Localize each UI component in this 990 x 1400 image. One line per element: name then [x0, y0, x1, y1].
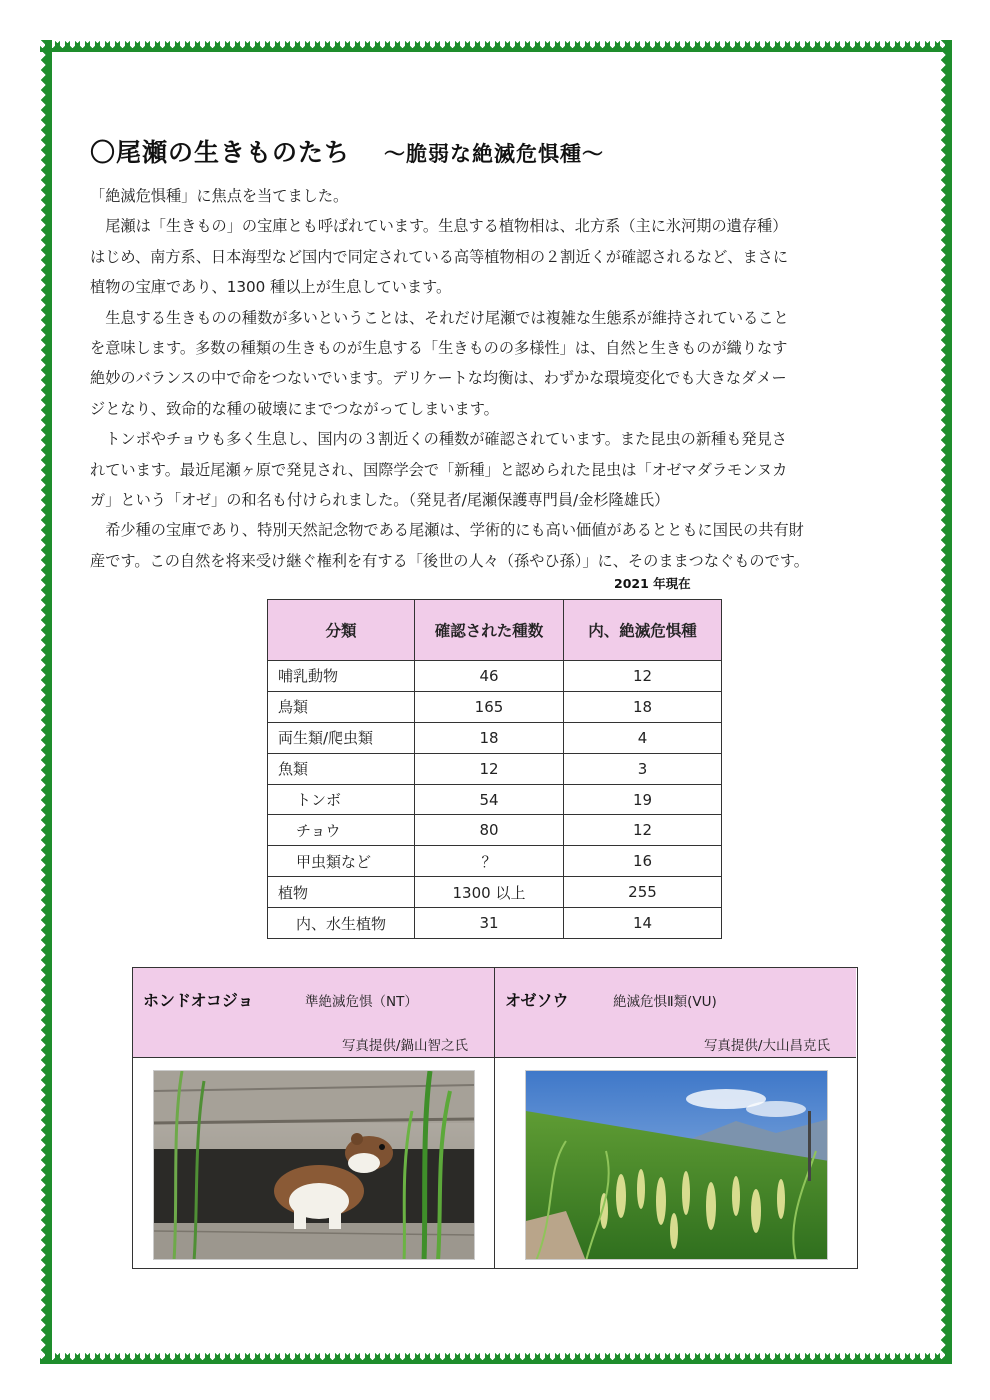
- cell-endangered: 12: [564, 815, 722, 846]
- cell-endangered: 19: [564, 784, 722, 815]
- stoat-photo-image: [154, 1071, 475, 1260]
- cell-category: 甲虫類など: [268, 846, 415, 877]
- species-table: [267, 599, 722, 939]
- border-bottom-trees: [40, 1352, 952, 1364]
- paragraph-line: はじめ、南方系、日本海型など国内で同定されている高等植物相の２割近くが確認されるなど、まさに: [90, 247, 789, 266]
- conservation-status: 準絶滅危惧（NT）: [305, 994, 418, 1010]
- conservation-status: 絶滅危惧Ⅱ類(VU): [613, 994, 717, 1010]
- cell-confirmed: 165: [415, 691, 564, 722]
- ozesou-photo: [525, 1070, 828, 1260]
- table-header-row: [268, 600, 722, 661]
- cell-confirmed: ？: [415, 846, 564, 877]
- cell-category: 植物: [268, 877, 415, 908]
- table-row: [268, 877, 722, 908]
- table-row: [268, 722, 722, 753]
- species-name: ホンドオコジョ: [143, 991, 254, 1010]
- table-row: [268, 815, 722, 846]
- paragraph-line: 絶妙のバランスの中で命をつないでいます。デリケートな均衡は、わずかな環境変化でも大きなダメー: [90, 369, 787, 388]
- paragraph-line: 産です。この自然を将来受け継ぐ権利を有する「後世の人々（孫やひ孫）」に、そのままつなぐものです。: [90, 551, 809, 570]
- cell-endangered: 3: [564, 753, 722, 784]
- paragraph-line: を意味します。多数の種類の生きものが生息する「生きものの多様性」は、自然と生きものが織りなす: [90, 339, 788, 358]
- paragraph-line: トンボやチョウも多く生息し、国内の３割近くの種数が確認されています。また昆虫の新種も発見さ: [90, 430, 787, 449]
- paragraph-line: 「絶滅危惧種」に焦点を当てました。: [90, 187, 349, 205]
- cell-category: チョウ: [268, 815, 415, 846]
- photo-caption-header: [133, 968, 494, 1058]
- stoat-photo: [153, 1070, 475, 1260]
- cell-endangered: 16: [564, 846, 722, 877]
- table-row: [268, 753, 722, 784]
- table-row: [268, 846, 722, 877]
- table-row: [268, 691, 722, 722]
- cell-confirmed: 46: [415, 661, 564, 692]
- cell-category: 両生類/爬虫類: [268, 722, 415, 753]
- paragraph-line: れています。最近尾瀬ヶ原で発見され、国際学会で「新種」と認められた昆虫は「オゼマダラモンヌカ: [90, 460, 788, 479]
- photo-caption-header: [495, 968, 856, 1058]
- cell-confirmed: 1300 以上: [415, 877, 564, 908]
- cell-confirmed: 80: [415, 815, 564, 846]
- paragraph-line: 植物の宝庫であり、1300 種以上が生息しています。: [90, 278, 452, 297]
- ozesou-photo-image: [526, 1071, 828, 1260]
- cell-category: 哺乳動物: [268, 661, 415, 692]
- species-name: オゼソウ: [505, 991, 569, 1010]
- cell-category: 魚類: [268, 753, 415, 784]
- cell-endangered: 255: [564, 877, 722, 908]
- header-endangered: 内、絶滅危惧種: [564, 600, 722, 661]
- paragraph-line: ジとなり、致命的な種の破壊にまでつながってしまいます。: [90, 399, 499, 418]
- cell-endangered: 14: [564, 908, 722, 939]
- cell-endangered: 4: [564, 722, 722, 753]
- cell-category: 鳥類: [268, 691, 415, 722]
- page-title: [90, 133, 604, 169]
- border-right-trees: [940, 40, 952, 1364]
- cell-confirmed: 18: [415, 722, 564, 753]
- cell-confirmed: 31: [415, 908, 564, 939]
- table-year-note: 2021 年現在: [614, 576, 691, 591]
- paragraph-line: 希少種の宝庫であり、特別天然記念物である尾瀬は、学術的にも高い価値があるとともに国民の共有財: [90, 521, 804, 540]
- photo-credit: 写真提供/大山昌克氏: [703, 1038, 830, 1054]
- paragraph-line: ガ」という「オゼ」の和名も付けられました。（発見者/尾瀬保護専門員/金杉隆雄氏）: [90, 491, 670, 510]
- table-row: [268, 661, 722, 692]
- cell-confirmed: 12: [415, 753, 564, 784]
- paragraph-line: 生息する生きものの種数が多いということは、それだけ尾瀬では複雑な生態系が維持されていること: [90, 308, 789, 327]
- title-sub: ～脆弱な絶滅危惧種～: [384, 142, 605, 166]
- title-main: 〇尾瀬の生きものたち: [90, 138, 351, 167]
- header-confirmed: 確認された種数: [415, 600, 564, 661]
- table-row: [268, 908, 722, 939]
- header-category: 分類: [268, 600, 415, 661]
- cell-endangered: 12: [564, 661, 722, 692]
- cell-endangered: 18: [564, 691, 722, 722]
- border-left-trees: [40, 40, 52, 1364]
- photo-table: [132, 967, 858, 1269]
- cell-confirmed: 54: [415, 784, 564, 815]
- paragraph-line: 尾瀬は「生きもの」の宝庫とも呼ばれています。生息する植物相は、北方系（主に氷河期の遺存種）: [90, 217, 788, 236]
- table-row: [268, 784, 722, 815]
- cell-category: 内、水生植物: [268, 908, 415, 939]
- photo-cell-stoat: [133, 968, 495, 1268]
- photo-cell-ozesou: [495, 968, 856, 1268]
- photo-credit: 写真提供/鍋山智之氏: [341, 1038, 468, 1054]
- intro-text: [90, 181, 905, 576]
- border-top-trees: [40, 40, 952, 52]
- cell-category: トンボ: [268, 784, 415, 815]
